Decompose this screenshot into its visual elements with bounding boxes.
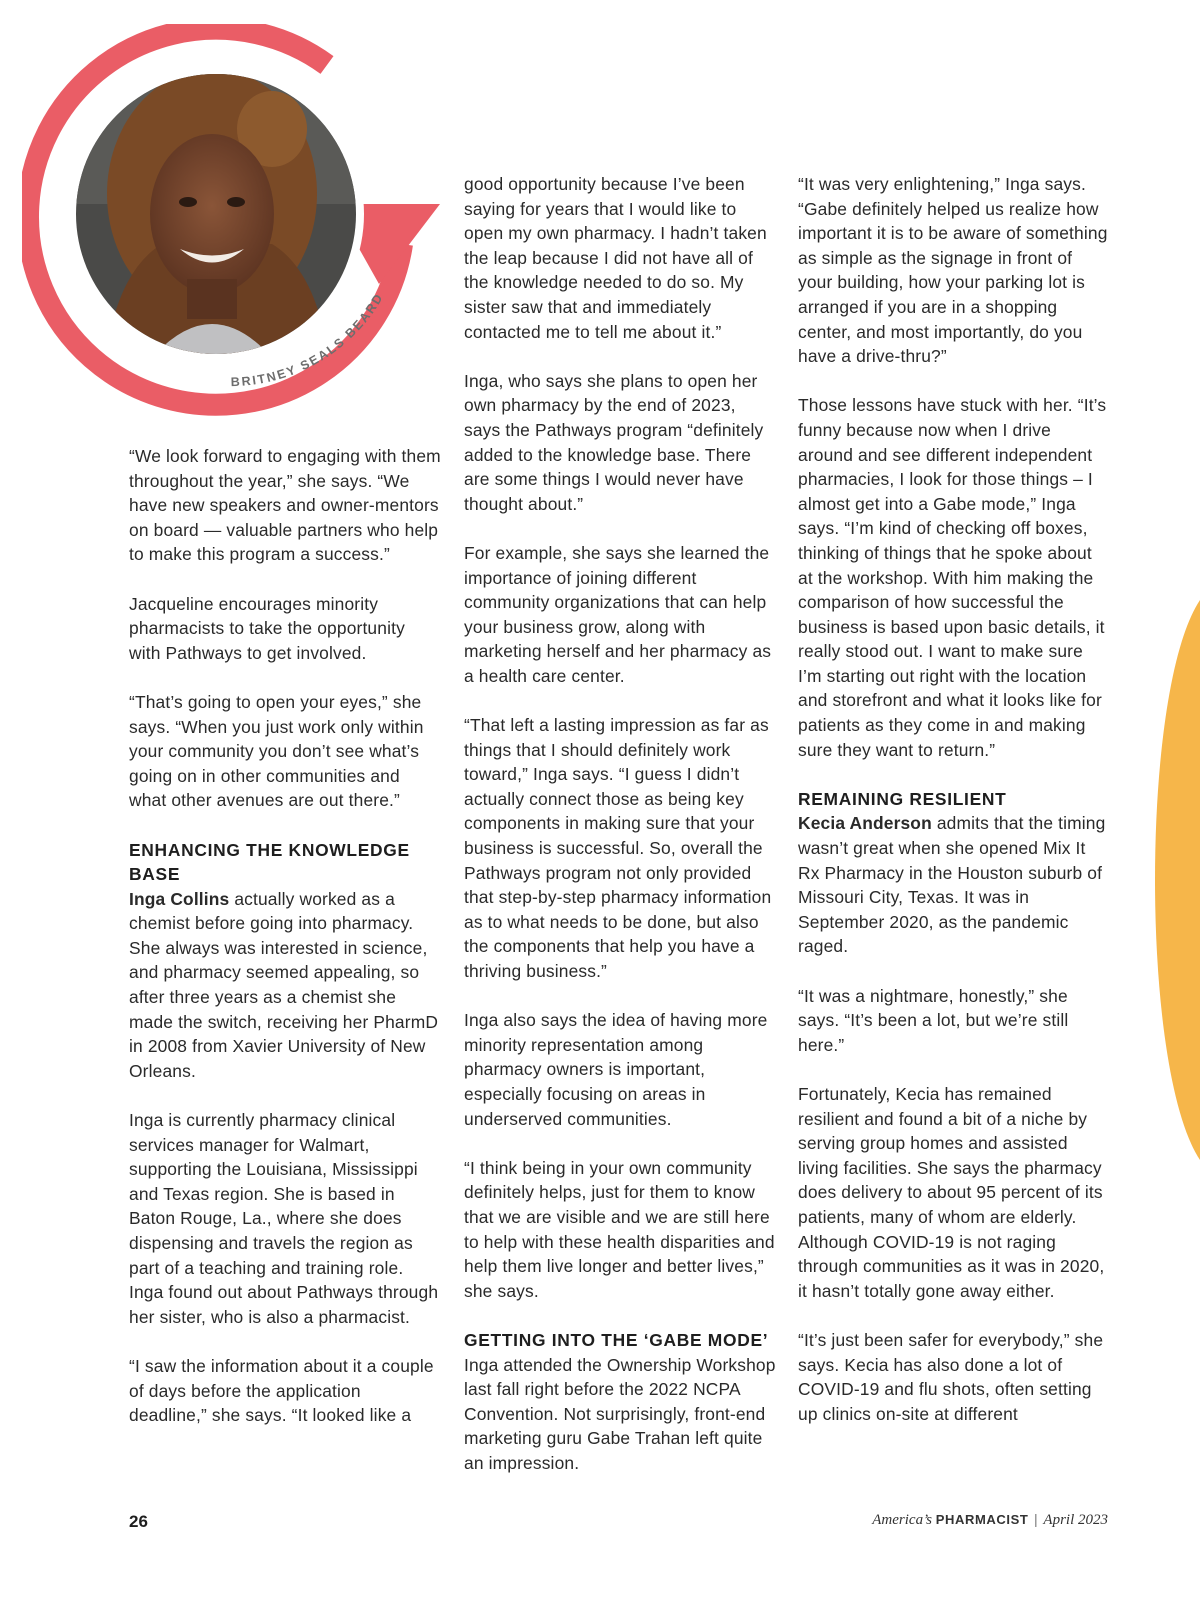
paragraph: For example, she says she learned the importance of joining different community organizations that can help your business grow, along with marketing herself and her pharmacy as a health care center. xyxy=(464,542,772,686)
article-column-1 xyxy=(129,444,441,1428)
paragraph: “It was a nightmare, honestly,” she says. “It’s been a lot, but we’re still here.” xyxy=(798,985,1069,1055)
magazine-name: PHARMACIST xyxy=(935,1512,1029,1527)
footer-masthead xyxy=(872,1512,1108,1529)
issue-date: April 2023 xyxy=(1043,1512,1108,1528)
photo-credit: BRITNEY SEALS BEARD xyxy=(230,290,387,390)
paragraph: Inga, who says she plans to open her own pharmacy by the end of 2023, says the Pathways program “definitely added to the knowledge base. There are some things I would never have thought about.” xyxy=(464,370,764,514)
section-heading: REMAINING RESILIENT xyxy=(798,788,1007,809)
paragraph: Those lessons have stuck with her. “It’s funny because now when I drive around and see different independent pharmacies, I look for those things – I almost get into a Gabe mode,” Inga says. “I’m kind of checking off boxes, thinking of things that he spoke about at the workshop. With him making the comparison of how successful the business is based upon basic details, it really stood out. I want to make sure I’m starting out right with the location and storefront and what it looks like for patients as they come in and making sure they want to return.” xyxy=(798,395,1107,760)
person-name: Inga Collins xyxy=(129,888,230,909)
portrait-graphic xyxy=(22,24,442,424)
paragraph: Inga Collins actually worked as a chemist before going into pharmacy. She always was interested in science, and pharmacy seemed appealing, so after three years as a chemist she made the switch, receiving her PharmD in 2008 from Xavier University of New Orleans. xyxy=(129,888,439,1081)
article-column-3 xyxy=(798,172,1110,1426)
orange-decorative-shape xyxy=(1140,600,1200,1160)
paragraph: “It’s just been safer for everybody,” she says. Kecia has also done a lot of COVID-19 and flu shots, often setting up clinics on-site at different xyxy=(798,1329,1104,1424)
paragraph: “That left a lasting impression as far as things that I should definitely work toward,” Inga says. “I guess I didn’t actually connect those as being key components in making sure that your business is successful. So, overall the Pathways program not only provided that step-by-step pharmacy information as to what needs to be done, but also the components that help you have a thriving business.” xyxy=(464,715,772,981)
article-column-2 xyxy=(464,172,776,1475)
footer-separator: | xyxy=(1034,1512,1038,1528)
paragraph: Inga attended the Ownership Workshop last fall right before the 2022 NCPA Convention. Not surprisingly, front-end marketing guru Gabe Trahan left quite an impression. xyxy=(464,1354,776,1473)
paragraph: Kecia Anderson admits that the timing wasn’t great when she opened Mix It Rx Pharmacy in the Houston suburb of Missouri City, Texas. It was in September 2020, as the pandemic raged. xyxy=(798,813,1106,957)
person-name: Kecia Anderson xyxy=(798,813,932,834)
magazine-prefix: America’s xyxy=(872,1512,932,1528)
paragraph: Jacqueline encourages minority pharmacists to take the opportunity with Pathways to get involved. xyxy=(129,593,405,663)
paragraph: good opportunity because I’ve been saying for years that I would like to open my own pharmacy. I hadn’t taken the leap because I did not have all of the knowledge needed to do so. My sister saw that and immediately contacted me to tell me about it.” xyxy=(464,174,767,342)
paragraph: “That’s going to open your eyes,” she says. “When you just work only within your community you don’t see what’s going on in other communities and what other avenues are out there.” xyxy=(129,691,424,811)
section-heading: ENHANCING THE KNOWLEDGE BASE xyxy=(129,839,410,885)
paragraph: “I saw the information about it a couple of days before the application deadline,” she says. “It looked like a xyxy=(129,1355,434,1426)
paragraph: Fortunately, Kecia has remained resilient and found a bit of a niche by serving group homes and assisted living facilities. She says the pharmacy does delivery to about 95 percent of its patients, many of whom are elderly. Although COVID-19 is not raging through communities as it was in 2020, it hasn’t totally gone away either. xyxy=(798,1083,1105,1301)
paragraph: “I think being in your own community definitely helps, just for them to know that we are visible and we are still here to help with these health disparities and help them live longer and better lives,” she says. xyxy=(464,1157,775,1301)
paragraph: “It was very enlightening,” Inga says. “Gabe definitely helped us realize how important it is to be aware of something as simple as the signage in front of your building, how your parking lot is arranged if you are in a shopping center, and most importantly, do you have a drive-thru?” xyxy=(798,174,1108,367)
section-heading: GETTING INTO THE ‘GABE MODE’ xyxy=(464,1329,769,1350)
page-number: 26 xyxy=(129,1512,148,1531)
paragraph: Inga also says the idea of having more minority representation among pharmacy owners is important, especially focusing on areas in underserved communities. xyxy=(464,1010,768,1129)
paragraph: “We look forward to engaging with them throughout the year,” she says. “We have new speakers and owner-mentors on board — valuable partners who help to make this program a success.” xyxy=(129,446,441,565)
paragraph: Inga is currently pharmacy clinical services manager for Walmart, supporting the Louisiana, Mississippi and Texas region. She is based in Baton Rouge, La., where she does dispensing and travels the region as part of a teaching and training role. Inga found out about Pathways through her sister, who is also a pharmacist. xyxy=(129,1110,439,1327)
